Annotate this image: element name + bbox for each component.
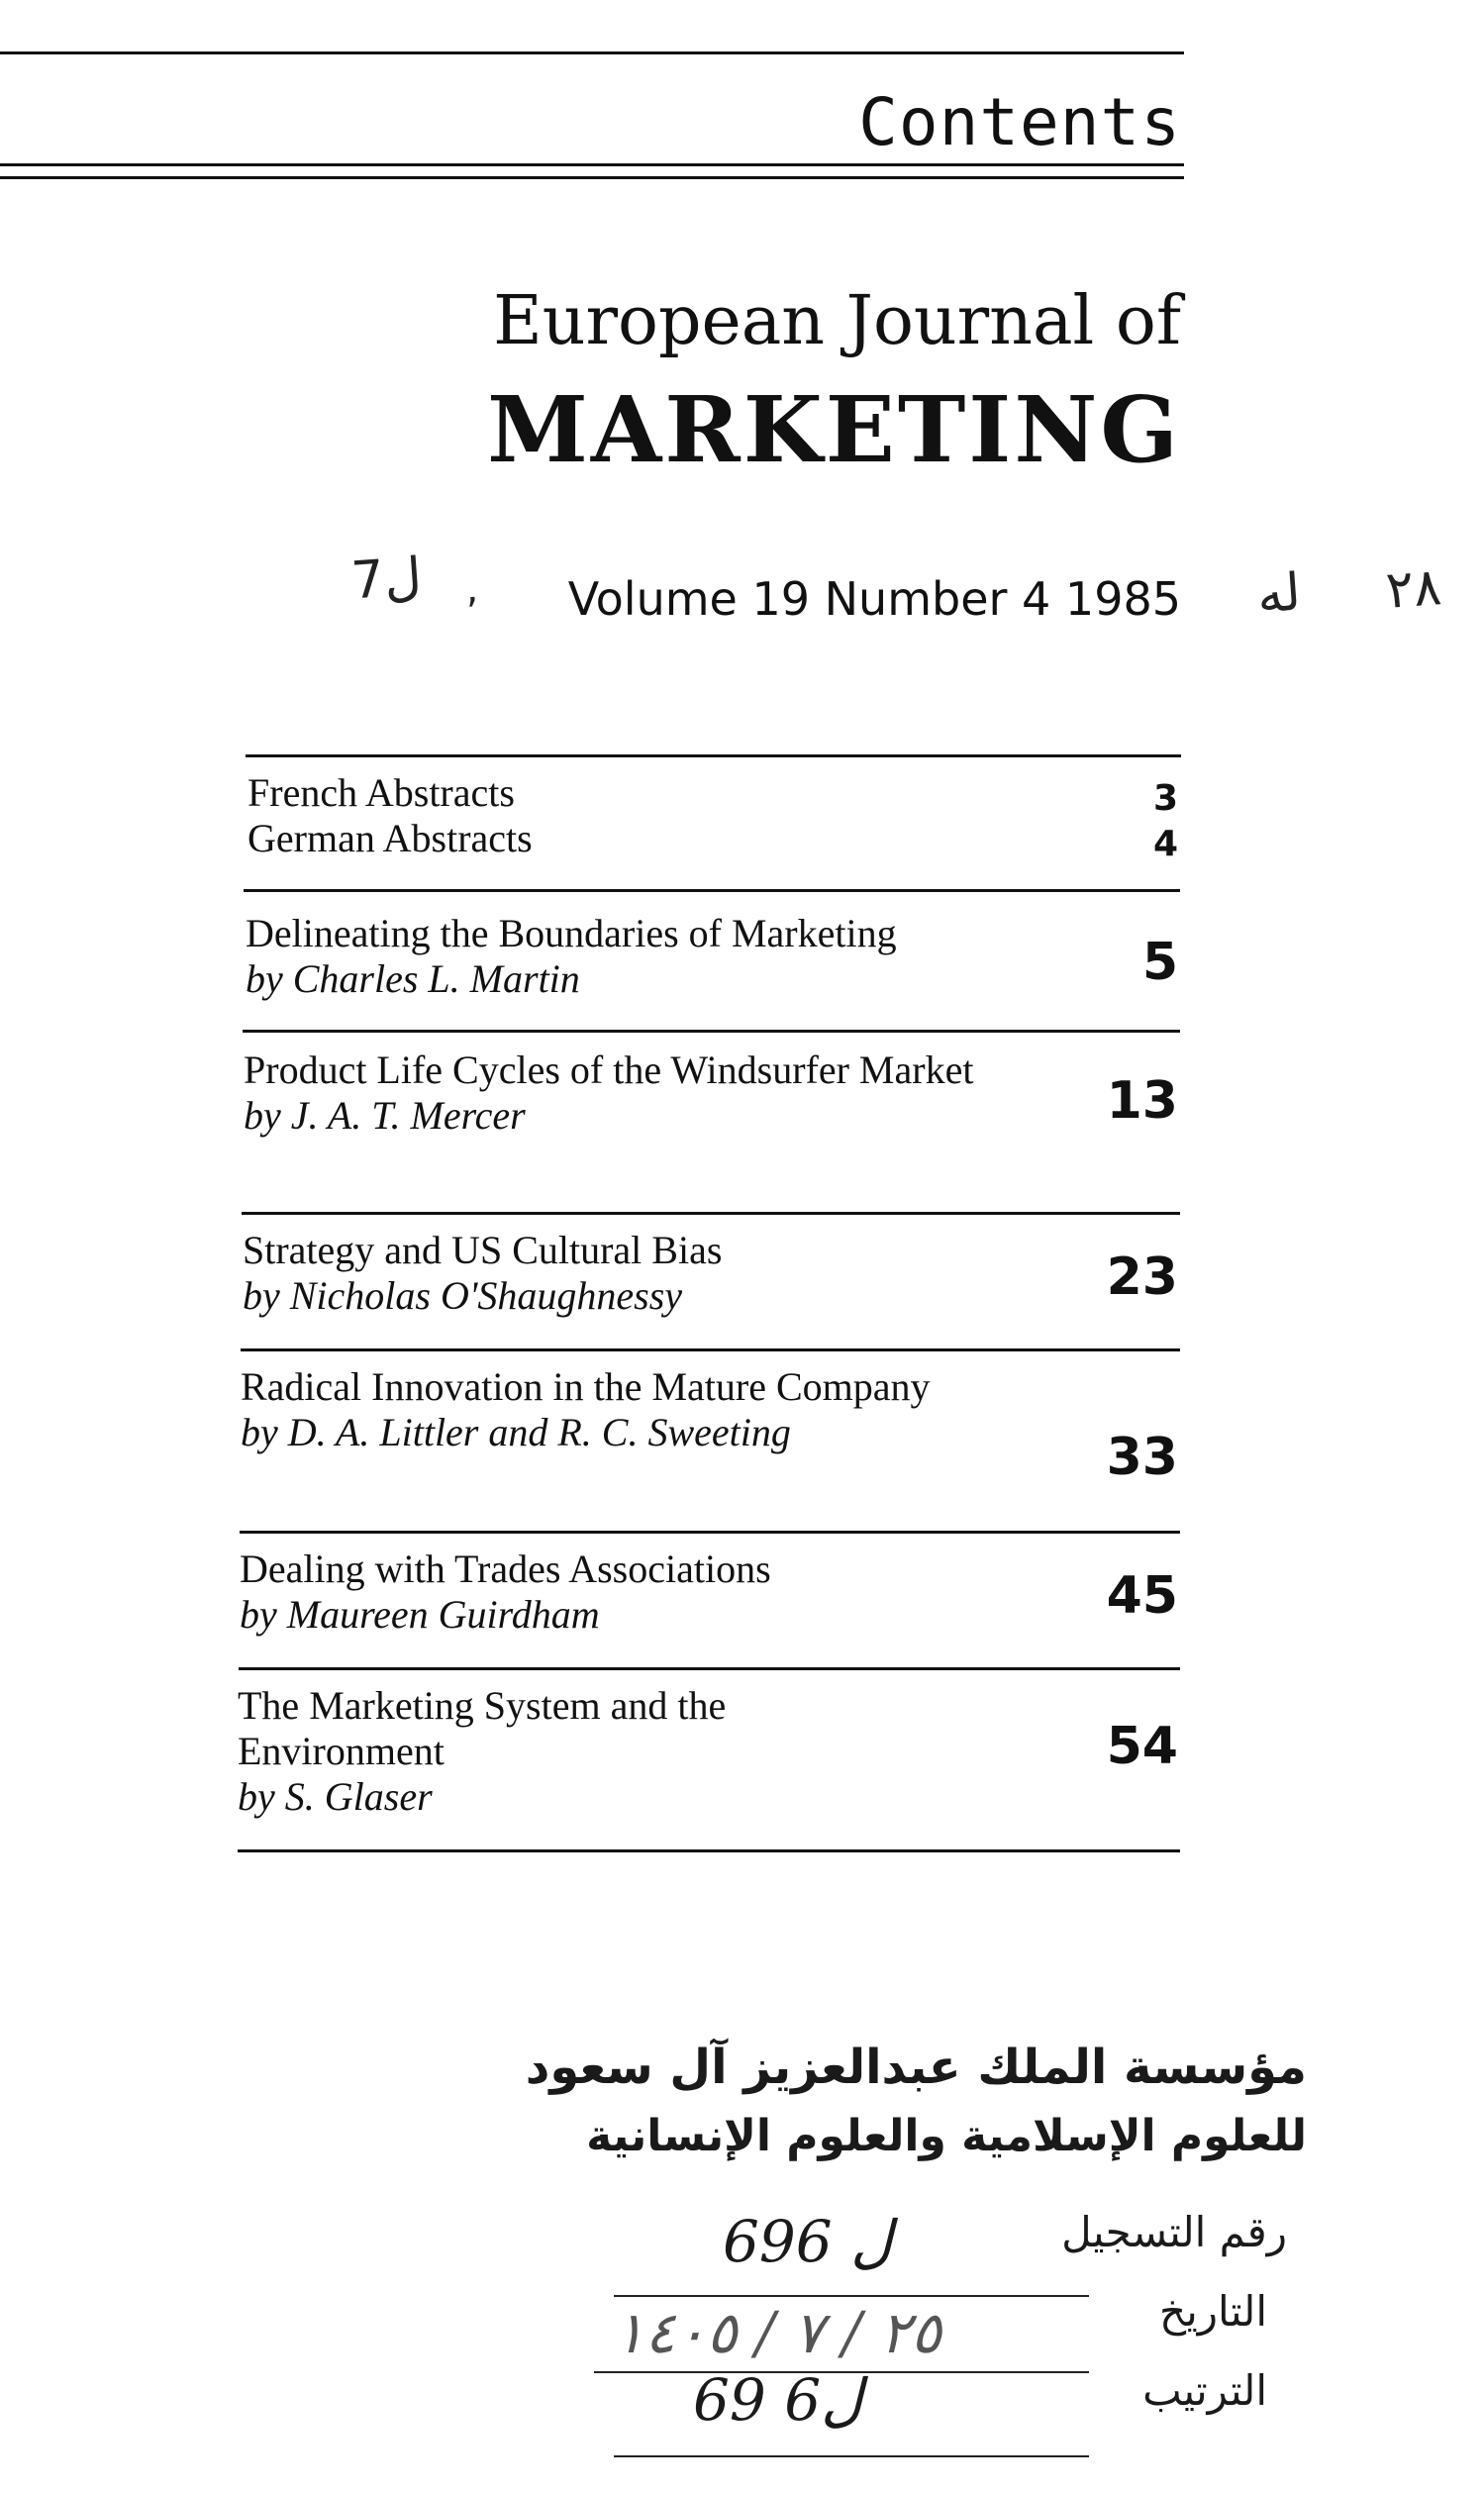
entry-page: 23 xyxy=(1106,1247,1178,1307)
toc-rule xyxy=(239,1667,1180,1670)
top-rule-1 xyxy=(0,51,1184,54)
toc-rule xyxy=(242,1212,1180,1215)
entry-title: Strategy and US Cultural Bias xyxy=(243,1228,723,1272)
stamp-line-2: للعلوم الإسلامية والعلوم الإنسانية xyxy=(586,2111,1307,2161)
journal-title-prefix: European Journal of xyxy=(493,282,1181,360)
handwritten-note-right-1: له xyxy=(1254,562,1303,626)
entry-title: Radical Innovation in the Mature Company xyxy=(241,1364,931,1409)
toc-entry[interactable] xyxy=(238,1047,1178,1139)
toc-rule xyxy=(240,1531,1180,1534)
top-rule-3 xyxy=(0,176,1184,179)
registration-value: 696 ل xyxy=(723,2208,893,2275)
entry-title: French Abstracts xyxy=(247,770,515,815)
toc-entry[interactable] xyxy=(238,1364,1178,1487)
entry-title: Delineating the Boundaries of Marketing xyxy=(246,911,897,955)
order-label: الترتيب xyxy=(1142,2366,1267,2415)
entry-author: by S. Glaser xyxy=(238,1774,433,1819)
toc-entry[interactable] xyxy=(238,911,1178,1002)
entry-author: by Charles L. Martin xyxy=(246,956,580,1001)
toc-rule xyxy=(243,1030,1180,1033)
toc-rule xyxy=(238,1849,1180,1852)
date-value: ٢٥ / ٧ / ١٤٠٥ xyxy=(614,2299,941,2366)
entry-page: 33 xyxy=(1106,1428,1178,1487)
stamp-line-1: مؤسسة الملك عبدالعزيز آل سعود xyxy=(525,2040,1307,2095)
toc-rule xyxy=(241,1348,1180,1351)
journal-title-main: MARKETING xyxy=(487,376,1181,483)
volume-line: Volume 19 Number 4 1985 xyxy=(567,572,1181,626)
entry-page: 54 xyxy=(1106,1717,1178,1776)
entry-author: by Nicholas O'Shaughnessy xyxy=(243,1273,683,1318)
entry-author: by D. A. Littler and R. C. Sweeting xyxy=(241,1410,791,1454)
entry-title: The Marketing System and the Environment xyxy=(238,1683,727,1773)
entry-page: 45 xyxy=(1106,1566,1178,1626)
date-label: التاريخ xyxy=(1158,2287,1267,2336)
toc-entry[interactable] xyxy=(238,1546,1178,1638)
toc-entry-german-abstracts[interactable] xyxy=(238,816,1178,864)
contents-heading: Contents xyxy=(858,84,1181,160)
entry-page: 4 xyxy=(1152,824,1178,864)
entry-title: Dealing with Trades Associations xyxy=(240,1546,771,1591)
registration-label: رقم التسجيل xyxy=(1061,2208,1287,2256)
library-stamp xyxy=(525,2040,1307,2475)
order-line xyxy=(614,2455,1089,2457)
entry-page: 3 xyxy=(1152,778,1178,819)
registration-line xyxy=(614,2295,1089,2297)
handwritten-dot: , xyxy=(463,565,480,613)
entry-page: 13 xyxy=(1106,1071,1178,1131)
toc-entry[interactable] xyxy=(238,1683,1178,1820)
toc-entry-french-abstracts[interactable] xyxy=(238,770,1178,819)
entry-author: by Maureen Guirdham xyxy=(240,1592,600,1637)
entry-title: German Abstracts xyxy=(247,816,533,860)
handwritten-note-left: 7ل xyxy=(348,547,424,612)
toc-entry[interactable] xyxy=(238,1228,1178,1319)
handwritten-note-right-2: ٢٨ xyxy=(1383,557,1443,621)
top-rule-2 xyxy=(0,163,1184,166)
toc-rule xyxy=(244,889,1180,892)
entry-title: Product Life Cycles of the Windsurfer Market xyxy=(244,1047,974,1092)
entry-page: 5 xyxy=(1141,933,1178,992)
order-value: 69 6ل xyxy=(693,2366,863,2434)
toc-rule xyxy=(246,754,1181,757)
entry-author: by J. A. T. Mercer xyxy=(244,1093,526,1138)
